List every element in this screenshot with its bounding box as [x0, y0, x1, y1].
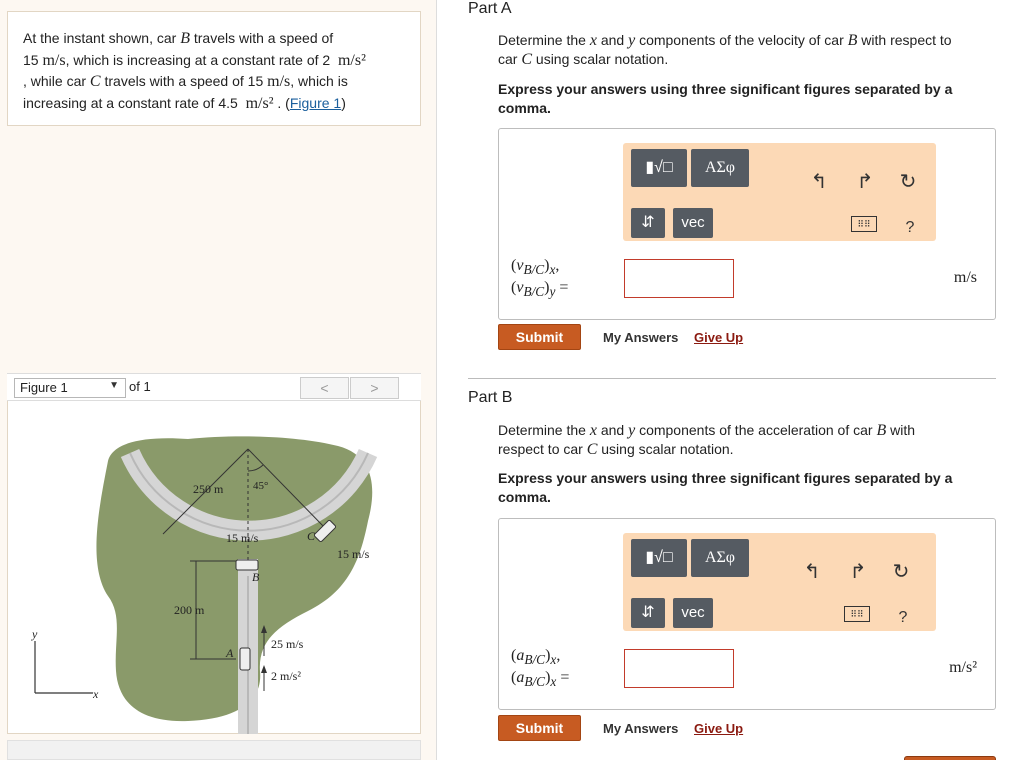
- greek-button[interactable]: ΑΣφ: [691, 149, 749, 187]
- unit-text: m/s²: [337, 51, 366, 69]
- question-text: Determine the: [498, 32, 590, 48]
- figure-image: [7, 401, 421, 734]
- part-a-my-answers[interactable]: My Answers: [603, 330, 679, 345]
- part-b-answer-input[interactable]: [624, 649, 734, 688]
- figure-count: of 1: [129, 379, 151, 394]
- problem-text: travels with a speed of 15: [100, 73, 264, 89]
- part-a-unit: m/s: [953, 269, 977, 286]
- part-a-question: [498, 31, 998, 69]
- math-toolbar: [623, 143, 936, 241]
- question-text: car: [498, 51, 522, 67]
- redo-icon[interactable]: ↱: [856, 171, 874, 193]
- unit-text: m/s²: [245, 94, 274, 112]
- angle-label: 45°: [253, 480, 269, 492]
- arrows-button[interactable]: ⇵: [631, 598, 665, 628]
- question-text: using scalar notation.: [597, 441, 734, 457]
- y-axis-label: y: [32, 627, 38, 641]
- speed-b-label: 15 m/s: [226, 531, 259, 545]
- keyboard-icon[interactable]: ⠿⠿: [851, 216, 877, 232]
- answer-label-line2: $(v_{B/C})_y$ =: [511, 279, 569, 300]
- unit-text: m/s: [42, 51, 66, 69]
- part-b-submit-button[interactable]: Submit: [498, 715, 581, 741]
- distance-label: 200 m: [174, 603, 205, 617]
- part-b-title: Part B: [468, 389, 513, 406]
- templates-button[interactable]: ▮√□: [631, 539, 687, 577]
- question-text: and: [596, 422, 629, 438]
- problem-text: increasing at a constant rate of 4.5: [23, 94, 238, 111]
- math-symbol: C: [521, 51, 533, 68]
- question-text: with: [886, 422, 916, 438]
- redo-icon[interactable]: ↱: [849, 561, 867, 583]
- problem-statement: [7, 11, 421, 126]
- problem-text: , while car: [23, 73, 90, 89]
- speed-a-label: 25 m/s: [271, 637, 304, 651]
- question-text: and: [596, 32, 629, 48]
- car-b: [236, 560, 258, 570]
- problem-text: ): [341, 94, 346, 111]
- answer-label-line1: $(v_{B/C})_x$,: [511, 257, 560, 278]
- part-a-give-up[interactable]: Give Up: [694, 330, 744, 345]
- problem-text: 15: [23, 51, 39, 68]
- chevron-down-icon: ▼: [109, 380, 119, 391]
- math-symbol: x: [589, 32, 597, 49]
- continue-button[interactable]: [904, 756, 996, 760]
- unit-text: m/s: [267, 73, 291, 90]
- part-a-title: Part A: [468, 0, 512, 17]
- math-symbol: B: [847, 32, 858, 49]
- math-symbol: B: [876, 422, 887, 439]
- math-symbol: y: [628, 32, 636, 49]
- greek-button[interactable]: ΑΣφ: [691, 539, 749, 577]
- car-b-symbol: B: [180, 30, 190, 47]
- arrows-button[interactable]: ⇵: [631, 208, 665, 238]
- car-c-label: C: [307, 529, 316, 543]
- speed-c-label: 15 m/s: [337, 547, 370, 561]
- question-text: components of the acceleration of car: [635, 422, 877, 438]
- undo-icon[interactable]: ↰: [810, 171, 828, 193]
- vec-button[interactable]: vec: [673, 598, 713, 628]
- next-figure-button[interactable]: >: [350, 377, 399, 399]
- figure-select-value: Figure 1: [20, 380, 68, 395]
- problem-text: , which is increasing at a constant rate of 2: [65, 51, 331, 68]
- reset-icon[interactable]: ↻: [899, 171, 917, 193]
- answer-label-line1: $(a_{B/C})_x$,: [511, 647, 561, 668]
- road-diagram: [8, 401, 422, 734]
- part-b-my-answers[interactable]: My Answers: [603, 721, 679, 736]
- problem-text: . (: [273, 94, 290, 111]
- right-panel: [438, 0, 1024, 760]
- left-panel: [0, 0, 437, 760]
- reset-icon[interactable]: ↻: [892, 561, 910, 583]
- car-b-label: B: [252, 570, 260, 584]
- figure-footer: [7, 740, 421, 760]
- help-icon[interactable]: ?: [905, 219, 915, 236]
- math-symbol: x: [589, 422, 597, 439]
- car-a-label: A: [226, 646, 234, 660]
- part-b-answer-box: [498, 518, 996, 710]
- help-icon[interactable]: ?: [898, 609, 908, 626]
- part-b-unit: m/s²: [949, 659, 977, 676]
- undo-icon[interactable]: ↰: [803, 561, 821, 583]
- arrowhead: [261, 665, 267, 673]
- part-a-answer-input[interactable]: [624, 259, 734, 298]
- car-c-symbol: C: [89, 73, 101, 90]
- x-axis-label: x: [93, 687, 99, 701]
- math-symbol: y: [628, 422, 636, 439]
- question-text: with respect to: [857, 32, 952, 48]
- math-symbol: C: [586, 441, 598, 458]
- figure-link[interactable]: Figure 1: [289, 94, 342, 111]
- prev-figure-button[interactable]: <: [300, 377, 349, 399]
- part-b-instruction: Express your answers using three significant figures separated by a comma.: [498, 470, 953, 505]
- question-text: respect to car: [498, 441, 587, 457]
- figure-select[interactable]: [14, 378, 126, 398]
- part-a-answer-box: [498, 128, 996, 320]
- part-b-question: [498, 421, 998, 459]
- math-toolbar: [623, 533, 936, 631]
- vec-button[interactable]: vec: [673, 208, 713, 238]
- keyboard-icon[interactable]: ⠿⠿: [844, 606, 870, 622]
- answer-label-line2: $(a_{B/C})_x$ =: [511, 669, 570, 690]
- radius-label: 250 m: [193, 482, 224, 496]
- question-text: components of the velocity of car: [635, 32, 848, 48]
- part-a-instruction: Express your answers using three significant figures separated by a comma.: [498, 81, 953, 116]
- question-text: using scalar notation.: [532, 51, 669, 67]
- accel-a-label: 2 m/s²: [271, 669, 301, 683]
- part-a-submit-button[interactable]: Submit: [498, 324, 581, 350]
- question-text: Determine the: [498, 422, 590, 438]
- car-a: [240, 648, 250, 670]
- problem-text: travels with a speed of: [189, 30, 334, 46]
- templates-button[interactable]: ▮√□: [631, 149, 687, 187]
- part-divider: [468, 378, 996, 379]
- figure-navigation: [7, 373, 421, 401]
- problem-text: At the instant shown, car: [23, 30, 181, 46]
- problem-text: , which is: [290, 73, 348, 89]
- part-b-give-up[interactable]: Give Up: [694, 721, 744, 736]
